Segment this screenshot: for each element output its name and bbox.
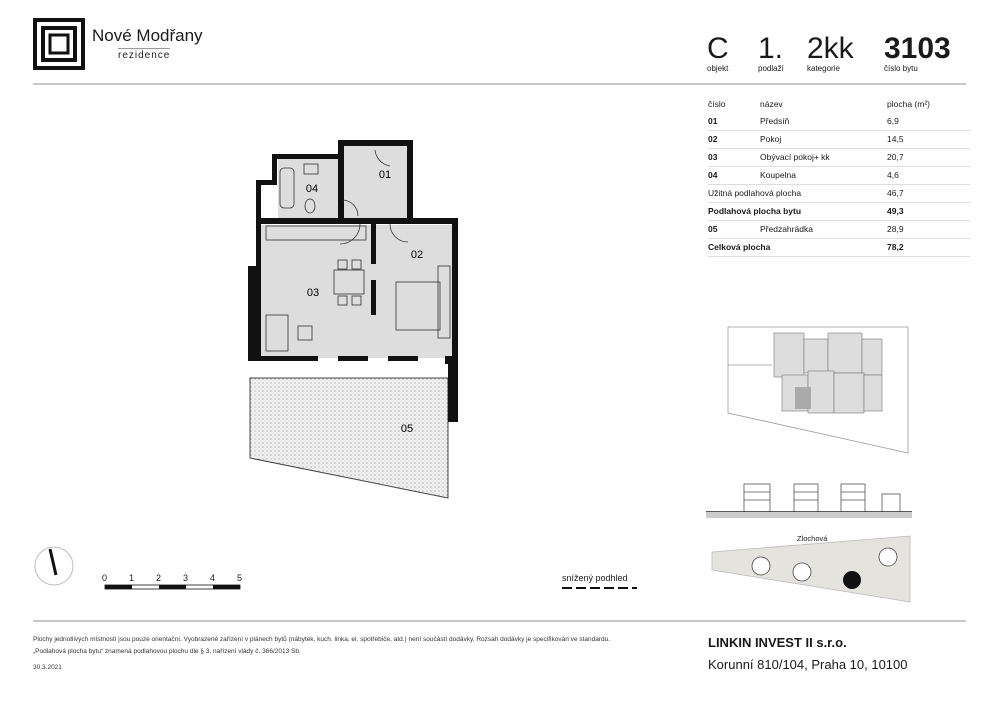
zahradka-nazev: Předzahrádka bbox=[760, 224, 813, 234]
room-cislo: 02 bbox=[708, 134, 718, 144]
footer-note-2: „Podlahová plocha bytu“ znamená podlahovou plochu dle § 3, nařízení vlády č. 366/2013 Sb. bbox=[33, 648, 301, 655]
table-row bbox=[708, 167, 970, 185]
header-plocha: plocha (m²) bbox=[887, 99, 930, 109]
street-label: Zlochová bbox=[797, 534, 828, 543]
logo-icon bbox=[33, 18, 85, 70]
table-row bbox=[708, 113, 970, 131]
room-table bbox=[708, 96, 970, 257]
room-nazev: Pokoj bbox=[760, 134, 782, 144]
podlazi-value: 1. bbox=[758, 32, 784, 65]
scale-tick: 3 bbox=[183, 573, 189, 583]
room-cislo: 01 bbox=[708, 116, 718, 126]
brand-name: Nové Modřany bbox=[92, 26, 203, 45]
zahradka-cislo: 05 bbox=[708, 224, 718, 234]
company-address: Korunní 810/104, Praha 10, 10100 bbox=[708, 657, 908, 672]
podlahova-value: 49,3 bbox=[887, 206, 904, 216]
room-label-02: 02 bbox=[410, 249, 424, 261]
table-row-uzitna bbox=[708, 185, 970, 203]
room-nazev: Obývací pokoj+ kk bbox=[760, 152, 830, 162]
objekt-label: objekt bbox=[707, 64, 729, 73]
kategorie-label: kategorie bbox=[807, 64, 840, 73]
room-plocha: 20,7 bbox=[887, 152, 904, 162]
kategorie-block bbox=[807, 34, 854, 74]
celkova-label: Celková plocha bbox=[708, 242, 771, 252]
north-arrow-icon bbox=[33, 545, 75, 587]
table-row bbox=[708, 221, 970, 239]
brand-sub: rezidence bbox=[118, 50, 171, 61]
footer-note bbox=[33, 634, 673, 658]
snizeny-label: snížený podhled bbox=[562, 573, 628, 583]
snizeny-legend bbox=[562, 586, 637, 590]
kategorie-value: 2kk bbox=[807, 32, 854, 65]
building-c-marker bbox=[843, 571, 861, 589]
cislo-block bbox=[884, 34, 951, 74]
room-plocha: 6,9 bbox=[887, 116, 899, 126]
room-plocha: 14,5 bbox=[887, 134, 904, 144]
header-nazev: název bbox=[760, 99, 783, 109]
cislo-value: 3103 bbox=[884, 32, 951, 65]
uzitna-value: 46,7 bbox=[887, 188, 904, 198]
objekt-value: C bbox=[707, 32, 729, 65]
podlazi-label: podlaží bbox=[758, 64, 784, 73]
elevation bbox=[706, 478, 912, 520]
celkova-value: 78,2 bbox=[887, 242, 904, 252]
room-plocha: 4,6 bbox=[887, 170, 899, 180]
room-label-04: 04 bbox=[305, 183, 319, 195]
header-cislo: číslo bbox=[708, 99, 726, 109]
table-row-celkova bbox=[708, 239, 970, 257]
table-row bbox=[708, 131, 970, 149]
room-label-05: 05 bbox=[400, 423, 414, 435]
apartment-highlight bbox=[795, 387, 811, 409]
bottom-divider bbox=[33, 620, 966, 622]
scale-tick: 5 bbox=[237, 573, 243, 583]
room-label-01: 01 bbox=[378, 169, 392, 181]
table-header bbox=[708, 96, 970, 113]
footer-note-1: Plochy jednotlivých místností jsou pouze orientační. Vyobrazené zařízení v plánech bytů (nábytek, kuch. linka, el. spotřebiče, atd.) není součástí dodávky. Rozsah dodávky je specifikován ve standardu. bbox=[33, 636, 611, 643]
floor-plan bbox=[230, 130, 470, 520]
podlazi-block bbox=[758, 34, 784, 74]
room-nazev: Předsíň bbox=[760, 116, 790, 126]
uzitna-label: Užitná podlahová plocha bbox=[708, 188, 802, 198]
room-cislo: 04 bbox=[708, 170, 718, 180]
objekt-block bbox=[707, 34, 729, 74]
scale-tick: 1 bbox=[129, 573, 135, 583]
table-row bbox=[708, 149, 970, 167]
zahradka-plocha: 28,9 bbox=[887, 224, 904, 234]
building-footprint bbox=[774, 333, 882, 413]
cislo-label: číslo bytu bbox=[884, 64, 918, 73]
scale-bar bbox=[102, 583, 247, 591]
room-cislo: 03 bbox=[708, 152, 718, 162]
room-label-03: 03 bbox=[306, 287, 320, 299]
scale-tick: 2 bbox=[156, 573, 162, 583]
site-plan bbox=[722, 325, 912, 455]
scale-tick: 4 bbox=[210, 573, 216, 583]
table-row-podlahova bbox=[708, 203, 970, 221]
footer-date: 30.3.2021 bbox=[33, 664, 62, 671]
garden-05 bbox=[250, 378, 448, 498]
scale-tick: 0 bbox=[102, 573, 108, 583]
room-01-fill bbox=[343, 144, 408, 218]
company-name: LINKIN INVEST II s.r.o. bbox=[708, 635, 847, 650]
podlahova-label: Podlahová plocha bytu bbox=[708, 206, 802, 216]
room-nazev: Koupelna bbox=[760, 170, 796, 180]
top-divider bbox=[33, 83, 966, 85]
